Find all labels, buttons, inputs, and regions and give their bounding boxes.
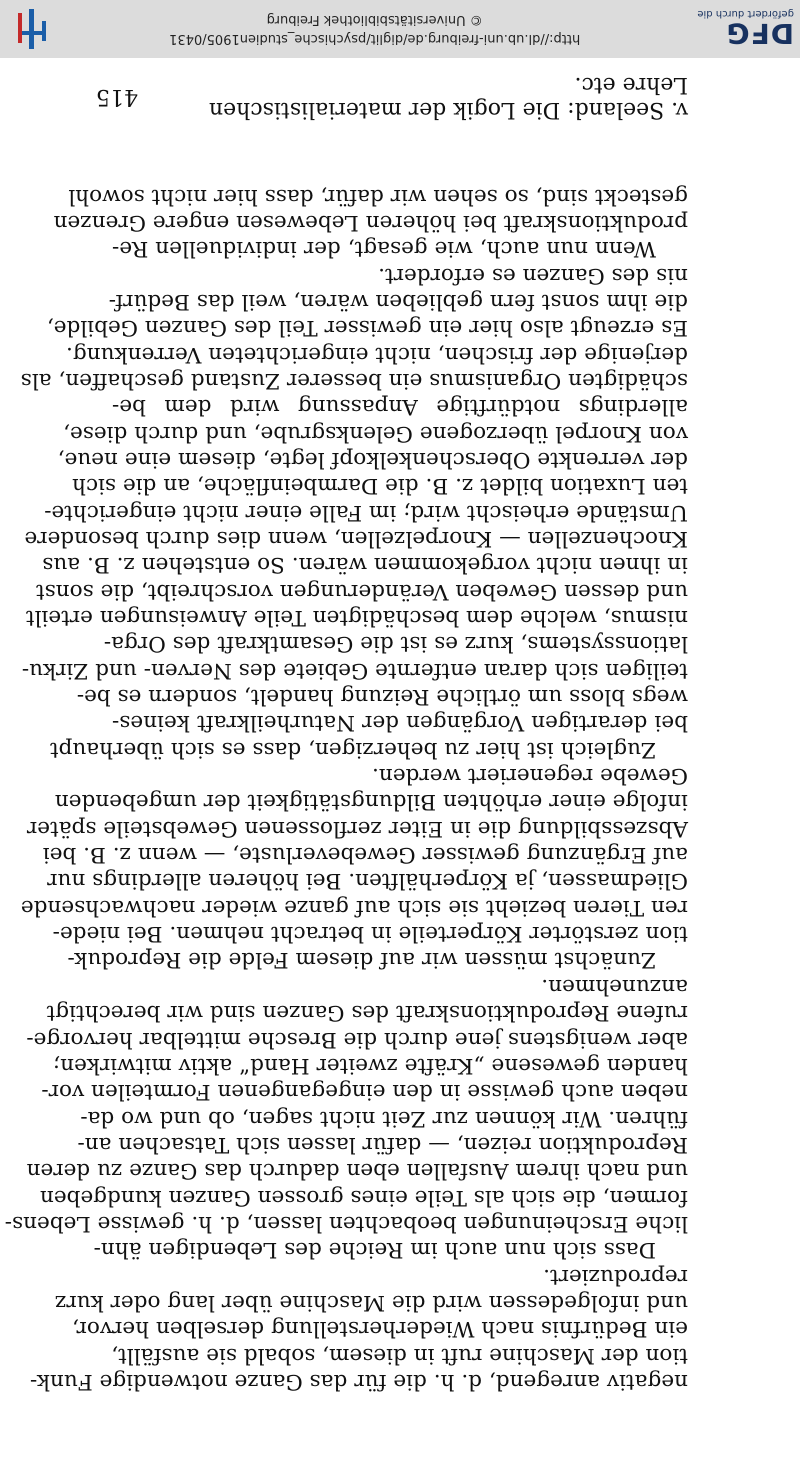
text-line: die ihm sonst fern geblieben wären, weil das Bedürf- [108,288,688,314]
text-line: in ihnen nicht vorgekommen wären. So entstehen z. B. aus [42,552,688,578]
dfg-caption: gefördert durch die [697,8,794,19]
text-line: schädigten Organismus ein besserer Zustand geschaffen, als [20,367,688,393]
text-line: bei derartigen Vorgängen der Naturheilkraft keines- [112,710,688,736]
text-line: Gewebe regeneriert werden. [372,763,688,789]
dfg-logo-text: DFG [725,17,794,50]
text-line: von Knorpel überzogene Gelenksgrube, und durch diese, [63,420,688,446]
text-line: Knochenzellen — Knorpelzellen, wenn dies durch besondere [24,526,688,551]
footer-center [52,10,697,48]
running-title: v. Seeland: Die Logik der materialistischen Lehre etc. [208,72,688,122]
text-line: Es erzeugt also hier ein gewisser Teil des Ganzen Gebilde, [46,315,688,341]
text-line: derjenige der frischen, nicht eingerichteten Verrenkung. [66,341,688,367]
text-line: Dass sich nun auch im Reiche des Lebendigen ähn- [93,1237,656,1263]
text-line: neben auch gewisse in den eingegangenen Formteilen vor- [41,1079,688,1105]
text-line: ein Bedürfnis nach Wiederherstellung derselben hervor, [72,1316,688,1342]
source-url[interactable]: http://dl.ub.uni-freiburg.de/diglit/psychische_studien1905/0431 [169,31,581,46]
text-line: und nach ihrem Ausfallen eben dadurch das Ganze zu deren [26,1158,688,1184]
text-line: tion zerstörter Körperteile in betracht nehmen. Bei niede- [52,921,688,947]
text-line: Zugleich ist hier zu beherzigen, dass es sich überhaupt [49,736,656,762]
text-line: teiligen sich daran entfernte Gebiete des Nerven- und Zirku- [21,657,688,683]
text-line: formen, die sich als Teile eines grossen Ganzen kundgeben [39,1184,688,1210]
text-line: rufene Reproduktionskraft des Ganzen sind wir berechtigt [46,1000,688,1026]
text-line: handen gewesene „Kräfte zweiter Hand“ aktiv mitwirken; [52,1052,688,1078]
running-header [96,72,688,122]
dfg-logo [697,8,794,50]
text-line: Wenn nun auch, wie gesagt, der individuellen Re- [112,236,656,262]
text-line: infolge einer erhöhten Bildungstätigkeit der umgebenden [54,789,688,815]
text-line: und infolgedessen wird die Maschine über lang oder kurz [55,1289,688,1315]
footer-bar [0,0,800,58]
text-line: Abszessbildung die in Eiter zerflossenen Gewebsteile später [26,815,688,841]
text-line: ren Tieren bezieht sie sich auf ganze wieder nachwachsende [20,894,688,920]
text-line: anzunehmen. [541,973,688,999]
text-line: gesteckt sind, so sehen wir dafür, dass hier nicht sowohl [68,183,688,209]
text-line: der verrenkte Oberschenkelkopf legte, diesem eine neue, [57,446,688,472]
text-line: auf Ergänzung gewisser Gewebeverluste, — wenn z. B. bei [42,842,688,868]
text-line: lationssystems, kurz es ist die Gesamtkraft des Orga- [103,631,688,657]
university-library-logo-icon [12,9,52,49]
text-line: negativ anregend, d. h. die für das Ganze notwendige Funk- [29,1369,688,1394]
text-line: reproduziert. [543,1263,688,1289]
text-line: aber wenigstens jene durch die Bresche mittelbar hervorge- [26,1026,688,1052]
text-line: und dessen Geweben Veränderungen vorschreibt, die sonst [35,578,688,604]
text-line: Gliedmassen, ja Körperhälften. Bei höheren allerdings nur [47,868,688,894]
text-line: tion der Maschine ruft in diesem, sobald sie ausfällt, [111,1342,688,1368]
text-line: liche Erscheinungen beobachten lassen, d. h. gewisse Lebens- [4,1210,688,1236]
text-line: allerdings notdürftige Anpassung wird dem be- [112,394,688,420]
text-line: produktionskraft bei höheren Lebewesen engere Grenzen [53,209,688,235]
text-line: ten Luxation bildet z. B. die Darmbeinfläche, an die sich [72,473,688,499]
text-line: Umstände erheischt wird; im Falle einer nicht eingerichte- [44,499,688,525]
text-line: führen. Wir können zur Zeit nicht sagen, ob und wo da- [80,1105,688,1131]
text-line: Reproduktion reizen, — dafür lassen sich Tatsachen an- [77,1131,688,1157]
text-line: Zunächst müssen wir auf diesem Felde die Reproduk- [67,947,656,973]
body-text [4,182,688,1394]
text-line: nismus, welche dem beschädigten Teile Anweisungen erteilt [25,605,688,631]
text-line: nis des Ganzen es erfordert. [378,262,688,288]
page-number: 415 [96,84,138,110]
copyright-notice: © Universitätsbibliothek Freiburg [266,12,483,27]
text-line: wegs bloss um örtliche Reizung handelt, sondern es be- [76,684,688,710]
